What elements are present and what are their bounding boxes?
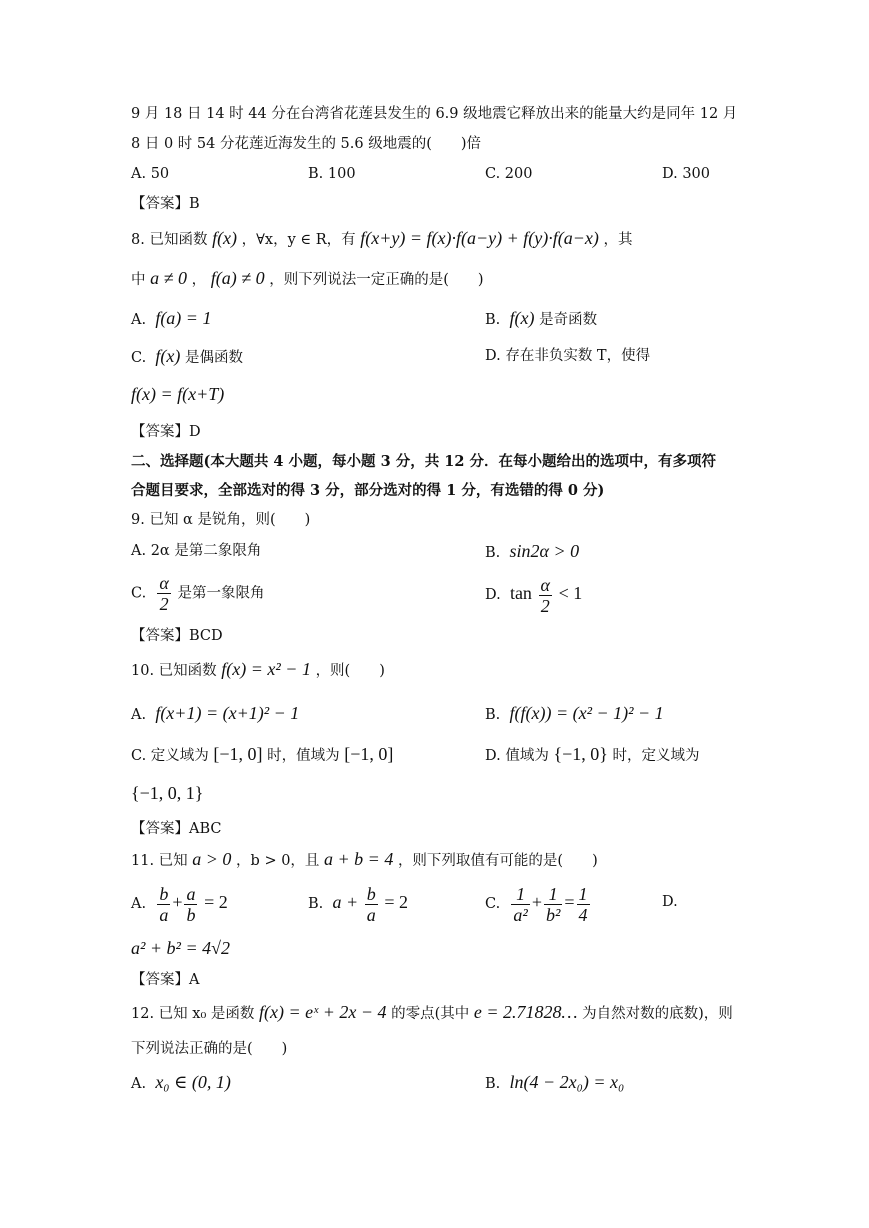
q10-option-a: A. f(x+1) = (x+1)² − 1 bbox=[131, 703, 300, 723]
q12-stem-line2: 下列说法正确的是( ) bbox=[131, 1041, 288, 1057]
fraction: $\frac{1}{4}$ bbox=[578, 883, 588, 925]
q9-option-b: B. sin2α > 0 bbox=[485, 541, 580, 561]
q8-option-d: D. 存在非负实数 T，使得 bbox=[485, 348, 651, 364]
q9-stem: 9. 已知 α 是锐角，则( ) bbox=[131, 512, 311, 528]
q12-option-a: A. x₀ ∈ (0, 1) bbox=[131, 1072, 231, 1092]
fraction: $\frac{a}{b}$ bbox=[186, 883, 196, 925]
section-heading-line2: 合题目要求，全部选对的得 3 分，部分选对的得 1 分，有选错的得 0 分) bbox=[131, 482, 605, 499]
section-heading-line1: 二、选择题(本大题共 4 小题，每小题 3 分，共 12 分．在每小题给出的选项中，有多项符 bbox=[131, 453, 717, 470]
q12-option-b: B. ln(4 − 2x₀) = x₀ bbox=[485, 1072, 625, 1092]
q8-fx: f(x) bbox=[212, 228, 238, 248]
q8-stem-line1: 8. 已知函数 f(x) ，∀x，y ∈ R，有 f(x+y) = f(x)·f(a−y) + f(y)·f(a−x) ，其 bbox=[131, 228, 633, 248]
q7-answer: 【答案】B bbox=[131, 196, 200, 212]
q11-stem: 11. 已知 a > 0 ，b > 0，且 a + b = 4 ，则下列取值有可能的是( ) bbox=[131, 849, 598, 869]
q9-option-a: A. 2α 是第二象限角 bbox=[131, 543, 262, 559]
q10-option-b: B. f(f(x)) = (x² − 1)² − 1 bbox=[485, 703, 664, 723]
q11-option-a: A. $\frac{b}{a}$ + $\frac{a}{b}$ = 2 bbox=[131, 883, 228, 925]
q8-option-d-continued: f(x) = f(x+T) bbox=[131, 384, 225, 404]
q7-option-c: C. 200 bbox=[485, 166, 533, 182]
q9-option-c: C. $\frac{\alpha}{2}$ 是第一象限角 bbox=[131, 573, 265, 614]
q11-option-c: C. $\frac{1}{\text{a²}}$ + $\frac{1}{\text{b²}}$ = $\frac{1}{4}$ bbox=[485, 883, 588, 925]
q9-answer: 【答案】BCD bbox=[131, 628, 223, 644]
q8-option-b: B. f(x) 是奇函数 bbox=[485, 308, 598, 328]
q11-option-d-continued: a² + b² = 4√2 bbox=[131, 938, 230, 958]
q9-option-d: D. tan $\frac{\alpha}{2}$ < 1 bbox=[485, 574, 583, 616]
q11-answer: 【答案】A bbox=[131, 972, 200, 988]
q8-option-c: C. f(x) 是偶函数 bbox=[131, 346, 243, 366]
q7-option-a: A. 50 bbox=[131, 166, 170, 182]
q11-option-d: D. bbox=[662, 894, 678, 910]
q7-option-d: D. 300 bbox=[662, 166, 711, 182]
q11-option-b: B. a + $\frac{b}{a}$ = 2 bbox=[308, 883, 409, 925]
alpha-over-two-fraction: $\frac{\alpha}{2}$ bbox=[540, 574, 550, 616]
q7-stem-line2: 8 日 0 时 54 分花莲近海发生的 5.6 级地震的( )倍 bbox=[131, 136, 482, 152]
q7-stem-line1: 9 月 18 日 14 时 44 分在台湾省花莲县发生的 6.9 级地震它释放出来的能量大约是同年 12 月 bbox=[131, 106, 738, 122]
q8-option-a: A. f(a) = 1 bbox=[131, 308, 212, 328]
q10-option-d: D. 值域为 {−1, 0} 时，定义域为 bbox=[485, 744, 700, 764]
fraction: $\frac{1}{\text{b²}}$ bbox=[545, 883, 561, 925]
q7-option-b: B. 100 bbox=[308, 166, 356, 182]
q8-stem-line2: 中 a ≠ 0 ， f(a) ≠ 0 ，则下列说法一定正确的是( ) bbox=[131, 268, 484, 288]
fraction: $\frac{1}{\text{a²}}$ bbox=[513, 883, 528, 925]
q10-answer: 【答案】ABC bbox=[131, 821, 222, 837]
q12-stem-line1: 12. 已知 x₀ 是函数 f(x) = eˣ + 2x − 4 的零点(其中 e = 2.71828… 为自然对数的底数)，则 bbox=[131, 1002, 733, 1022]
fraction: $\frac{b}{a}$ bbox=[159, 883, 169, 925]
fraction: $\frac{b}{a}$ bbox=[366, 883, 376, 925]
q10-stem: 10. 已知函数 f(x) = x² − 1 ，则( ) bbox=[131, 659, 385, 679]
q10-option-d-continued: {−1, 0, 1} bbox=[131, 783, 204, 803]
q8-functional-equation: f(x+y) = f(x)·f(a−y) + f(y)·f(a−x) bbox=[360, 228, 599, 248]
alpha-over-two-fraction: $\frac{\alpha}{2}$ bbox=[159, 573, 169, 614]
q10-option-c: C. 定义域为 [−1, 0] 时，值域为 [−1, 0] bbox=[131, 744, 394, 764]
q8-answer: 【答案】D bbox=[131, 424, 201, 440]
